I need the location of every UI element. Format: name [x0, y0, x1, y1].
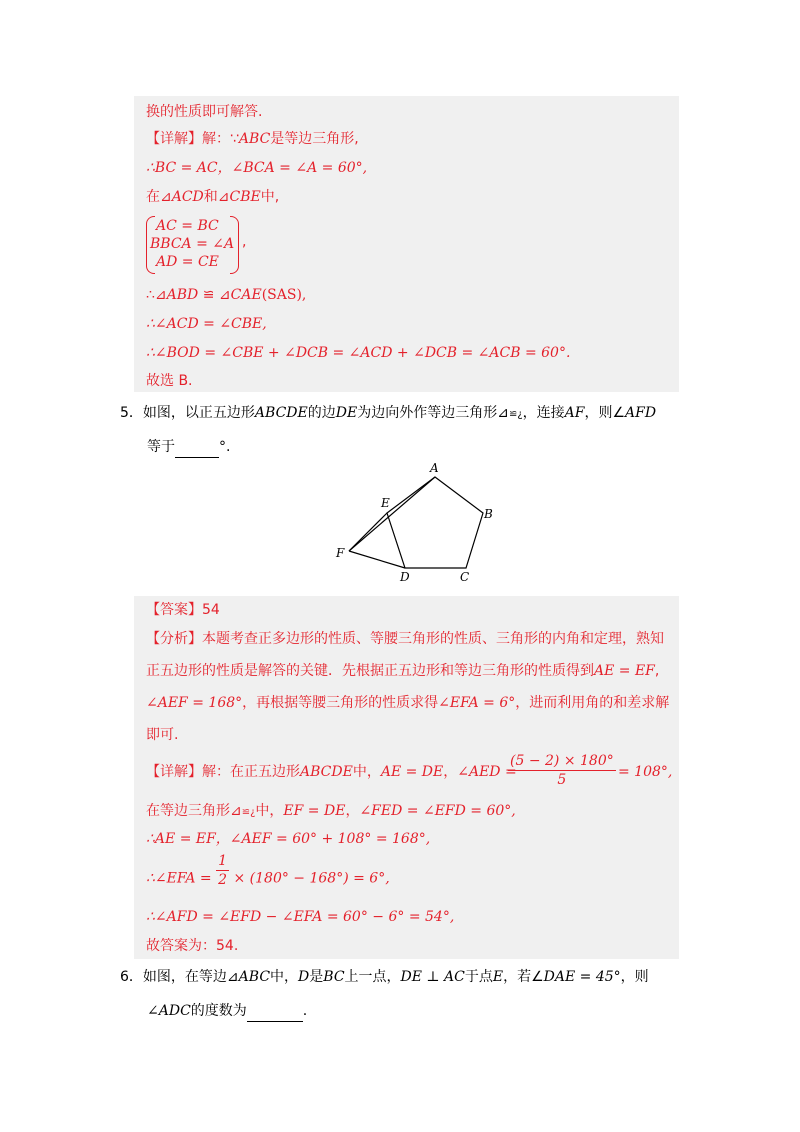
label-B: B	[484, 507, 493, 521]
segment-FD	[349, 551, 405, 568]
analysis-line	[146, 629, 664, 649]
math: ABCDE	[300, 764, 353, 780]
math: D	[298, 969, 310, 985]
text: 是	[309, 969, 324, 985]
segment-FE	[349, 513, 387, 551]
text: 为边向外作等边三角形	[357, 405, 498, 421]
question-number: 6．	[120, 969, 143, 985]
math: DE	[335, 405, 358, 421]
question-5-line2	[147, 437, 230, 458]
pentagon	[387, 477, 483, 568]
math: ∠ADC	[147, 1003, 191, 1019]
math: ∴∠EFA =	[146, 870, 212, 887]
text: 如图，以正五边形	[142, 405, 255, 421]
answer-blank	[175, 437, 219, 458]
math: ∠AED =	[457, 764, 517, 780]
math: DAE = 45°	[543, 969, 621, 985]
numerator: 1	[218, 853, 228, 869]
text-line	[146, 187, 279, 207]
text: .	[302, 1003, 308, 1019]
math: ABCDE	[254, 405, 308, 421]
label-A: A	[430, 461, 439, 475]
text: 中，	[270, 969, 299, 985]
text-line: 故选 B.	[146, 373, 193, 389]
text: 的边	[307, 405, 336, 421]
fraction	[508, 752, 616, 789]
triangle-icon: ⊿	[160, 189, 172, 205]
label-D: D	[400, 570, 410, 584]
math: ABC	[238, 131, 271, 147]
text: ，则	[620, 969, 649, 985]
math: ∠EFA = 6°	[438, 695, 516, 711]
text: 等于	[147, 439, 175, 455]
math: DE ⊥ AC	[400, 969, 465, 985]
math: ABD	[166, 287, 199, 303]
math: AE = EF	[594, 663, 655, 679]
detail-tag: 【详解】	[146, 764, 202, 780]
triangle-icon: ⊿	[154, 287, 167, 303]
math: ∠FED = ∠EFD = 60°,	[359, 803, 516, 819]
label-F: F	[336, 546, 345, 560]
math: × (180° − 168°) = 6°,	[233, 870, 390, 887]
text: ，	[443, 764, 458, 780]
analysis-line	[146, 661, 659, 681]
denominator: 5	[557, 772, 567, 788]
analysis-line: 即可.	[146, 727, 179, 743]
text: (SAS),	[261, 287, 307, 303]
triangle-icon: ⊿	[218, 287, 231, 303]
math-line: ∴∠AFD = ∠EFD − ∠EFA = 60° − 6° = 54°,	[146, 909, 455, 925]
triangle-icon: ⊿	[226, 969, 239, 985]
math: E	[492, 969, 504, 985]
answer-line: 【答案】54	[146, 602, 220, 618]
text: 本题考查正多边形的性质、等腰三角形的性质、三角形的内角和定理，熟知	[202, 631, 664, 647]
text: 于点	[464, 969, 493, 985]
analysis-line	[146, 693, 669, 713]
fraction	[216, 852, 229, 889]
text: 上一点，	[344, 969, 401, 985]
text: 中,	[260, 189, 280, 205]
math-line: ∴AE = EF，∠AEF = 60° + 108° = 168°,	[146, 831, 431, 847]
math: CBE	[229, 189, 261, 205]
math: CAE	[230, 287, 262, 303]
detail-tag: 【详解】	[146, 131, 202, 147]
numerator: (5 − 2) × 180°	[510, 753, 614, 769]
question-5: 5．如图，以正五边形ABCDE的边DE为边向外作等边三角形⊿≌¿，连接AF，则∠AFD	[120, 405, 657, 421]
text-line: 在等边三角形⊿≌¿中，EF = DE，∠FED = ∠EFD = 60°,	[146, 803, 516, 819]
math: ACD	[171, 189, 204, 205]
text: 在等边三角形	[146, 803, 230, 819]
text: 在	[146, 189, 160, 205]
math: = 108°,	[618, 764, 673, 780]
analysis-tag: 【分析】	[146, 631, 202, 647]
detail-line	[146, 129, 359, 149]
math: AF	[564, 405, 585, 421]
text: 和	[203, 189, 218, 205]
text: 正五边形的性质是解答的关键．先根据正五边形和等边三角形的性质得到	[146, 663, 594, 679]
text: 中，	[255, 803, 284, 819]
congruent-symbol: ≌	[202, 287, 215, 303]
triangle-icon: ⊿	[217, 189, 230, 205]
system-row: AD = CE	[156, 254, 219, 270]
question-6-line2	[147, 1001, 307, 1022]
text: ,	[242, 234, 247, 250]
garbled-symbol: ⊿	[497, 405, 509, 421]
text: °.	[219, 439, 231, 455]
text: ，进而利用角的和差求解	[515, 695, 670, 711]
math-line	[146, 853, 390, 889]
text: ,	[654, 663, 660, 679]
math: AFD	[625, 405, 657, 421]
text: 的度数为	[190, 1003, 247, 1019]
text: ，若∠	[503, 969, 544, 985]
text: ，	[345, 803, 360, 819]
text: ，连接	[522, 405, 565, 421]
pentagon-figure	[330, 460, 510, 585]
question-6	[120, 967, 649, 987]
text: 解：∵	[202, 131, 239, 147]
text: ，再根据等腰三角形的性质求得	[242, 695, 439, 711]
denominator: 2	[218, 872, 228, 888]
math: BC	[323, 969, 345, 985]
math-line: ∴BC = AC，∠BCA = ∠A = 60°,	[146, 160, 368, 176]
detail-line	[146, 762, 517, 782]
right-brace	[230, 216, 239, 274]
text: 中，	[352, 764, 381, 780]
text: 是等边三角形,	[270, 131, 359, 147]
text: ，则∠	[584, 405, 626, 421]
text-line: 故答案为：54.	[146, 938, 239, 954]
system-row: BBCA = ∠A	[150, 236, 235, 252]
text: 解：在正五边形	[202, 764, 300, 780]
congruence-line: ∴⊿ABD ≌ ⊿CAE(SAS),	[146, 287, 307, 303]
segment-FA	[349, 477, 435, 551]
math: ∠AEF = 168°	[146, 695, 243, 711]
question-number: 5．	[120, 405, 143, 421]
label-E: E	[381, 496, 390, 510]
math-line: ∴∠BOD = ∠CBE + ∠DCB = ∠ACD + ∠DCB = ∠ACB = 60°.	[146, 345, 571, 361]
math-line: ∴∠ACD = ∠CBE,	[146, 316, 267, 332]
label-C: C	[460, 570, 470, 584]
text-line: 换的性质即可解答.	[146, 104, 263, 120]
system-row: AC = BC	[156, 218, 219, 234]
math: EF = DE	[283, 803, 346, 819]
math: BCA = ∠A	[160, 236, 235, 252]
answer-blank	[247, 1001, 303, 1022]
math: AE = DE	[380, 764, 444, 780]
triangle-icon: ⊿	[230, 803, 242, 819]
math: ABC	[238, 969, 271, 985]
text: 如图，在等边	[142, 969, 227, 985]
